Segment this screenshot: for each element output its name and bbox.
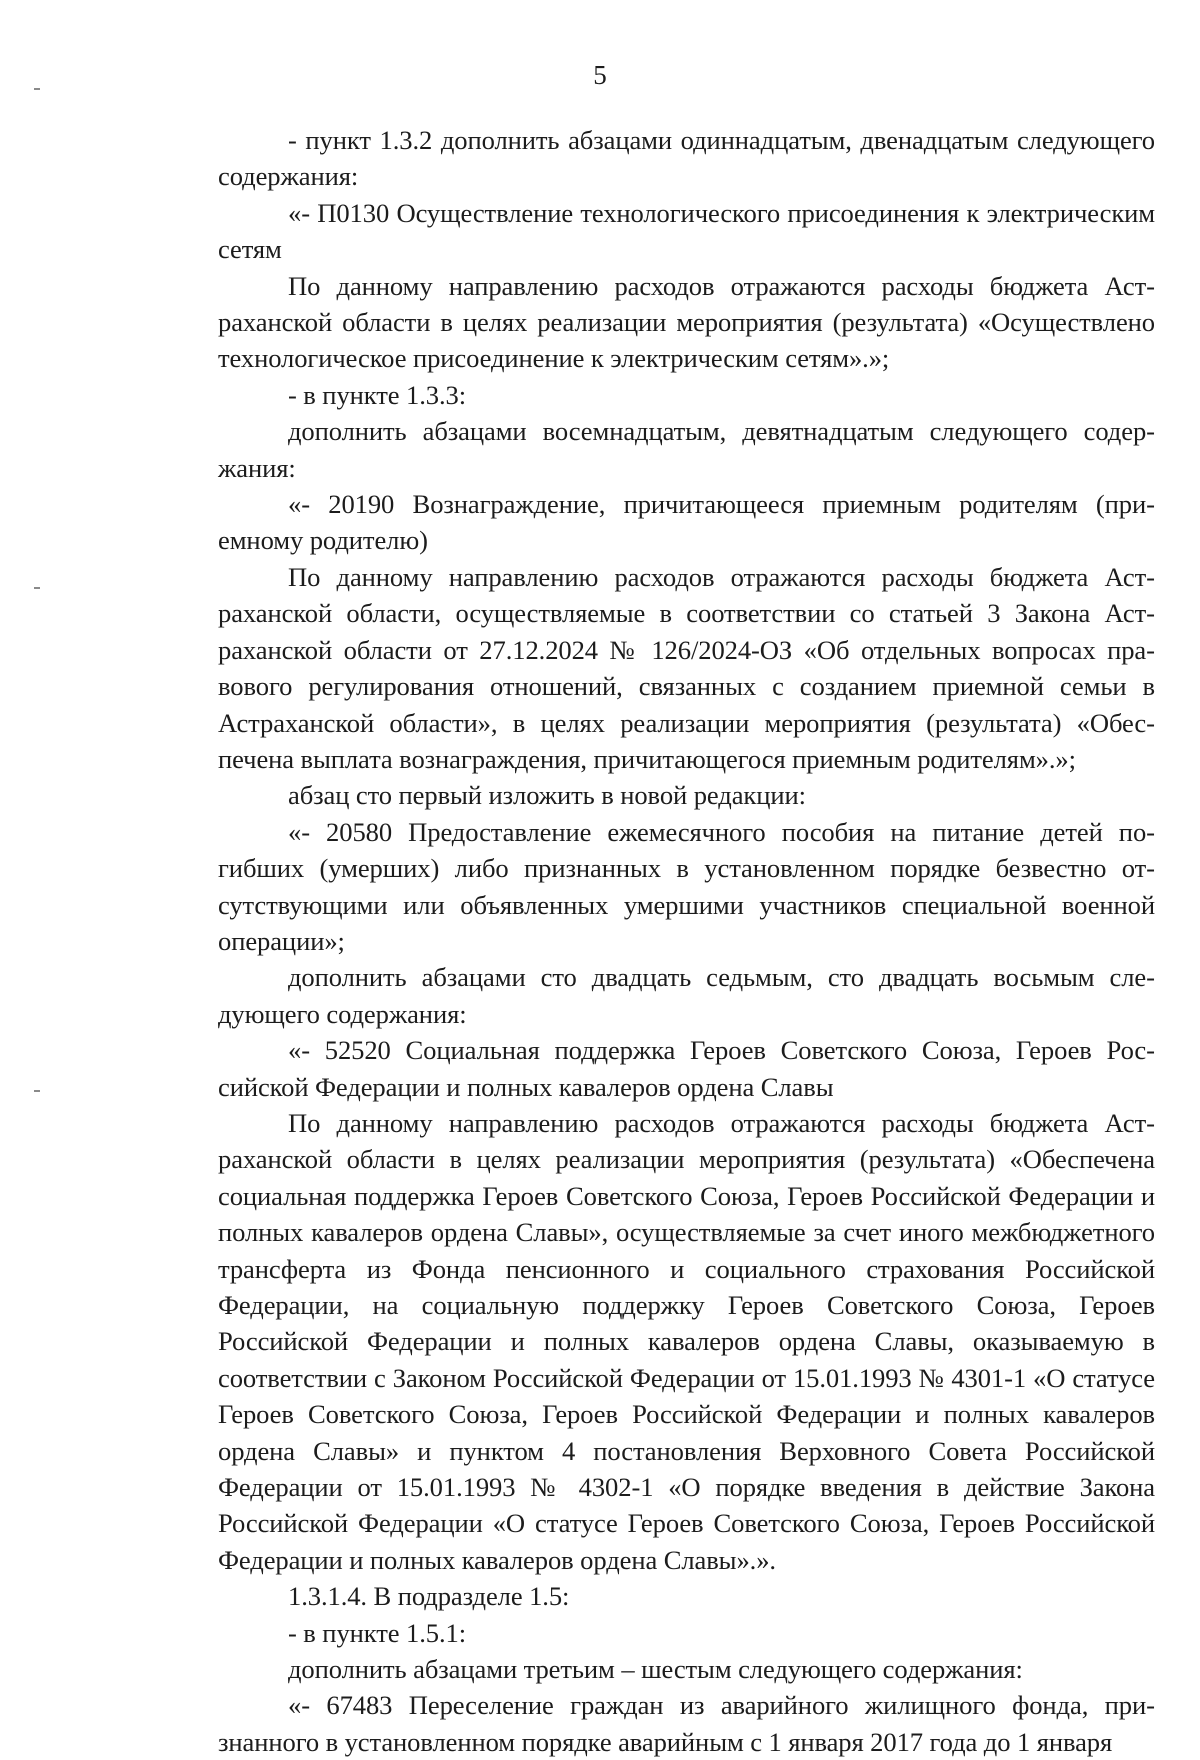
paragraph: - в пункте 1.5.1: (288, 1617, 466, 1648)
page-number: 5 (593, 60, 607, 90)
paragraph: По данному направлению расходов отражаются расходы бюджета Астраханской области, осуществляемые в соответствии со статьей 3 Закона Астраханской области от 27.12.2024 № 126/2024-ОЗ «Об отдельных вопросах правового регулирования отношений, связанных с созданием приемной семьи в Астраханской области», в целях реализации мероприятия (результата) «Обеспечена выплата вознаграждения, причитающегося приемным родителям».»; (218, 561, 1155, 774)
paragraph: - в пункте 1.3.3: (288, 379, 466, 410)
paragraph: «- 67483 Переселение граждан из аварийного жилищного фонда, признанного в установленном порядке аварийным с 1 января 2017 года до 1 января (218, 1690, 1155, 1757)
paragraph: «- П0130 Осуществление технологического присоединения к электрическим сетям (218, 197, 1155, 265)
paragraph: дополнить абзацами сто двадцать седьмым, сто двадцать восьмым следующего содержания: (218, 962, 1155, 1029)
paragraph: По данному направлению расходов отражаются расходы бюджета Астраханской области в целях реализации мероприятия (результата) «Обеспечена социальная поддержка Героев Советского Союза, Героев Российской Федерации и полных кавалеров ордена Славы», осуществляемые за счет иного межбюджетного трансферта из Фонда пенсионного и социального страхования Российской Федерации, на социальную поддержку Героев Советского Союза, Героев Российской Федерации и полных кавалеров ордена Славы, оказываемую в соответствии с Законом Российской Федерации от 15.01.1993 № 4301-1 «О статусе Героев Советского Союза, Героев Российской Федерации и полных кавалеров ордена Славы» и пунктом 4 постановления Верховного Совета Российской Федерации от 15.01.1993 № 4302-1 «О порядке введения в действие Закона Российской Федерации «О статусе Героев Советского Союза, Героев Российской Федерации и полных кавалеров ордена Славы».». (218, 1107, 1155, 1575)
paragraph: - пункт 1.3.2 дополнить абзацами одиннадцатым, двенадцатым следующего содержания: (218, 125, 1155, 192)
paragraph: По данному направлению расходов отражаются расходы бюджета Астраханской области в целях реализации мероприятия (результата) «Осуществлено технологическое присоединение к электрическим сетям».»; (218, 270, 1155, 374)
paragraph: «- 20190 Вознаграждение, причитающееся приемным родителям (приемному родителю) (218, 489, 1155, 556)
scan-artifact-mark (34, 1090, 40, 1092)
document-body (218, 122, 1155, 1760)
paragraph: абзац сто первый изложить в новой редакции: (288, 780, 806, 811)
paragraph: «- 20580 Предоставление ежемесячного пособия на питание детей погибших (умерших) либо признанных в установленном порядке безвестно отсутствующими или объявленных умершими участников специальной военной операции»; (218, 816, 1155, 956)
paragraph: дополнить абзацами восемнадцатым, девятнадцатым следующего содержания: (218, 416, 1155, 483)
paragraph: «- 52520 Социальная поддержка Героев Советского Союза, Героев Российской Федерации и полных кавалеров ордена Славы (218, 1035, 1155, 1102)
scan-artifact-mark (34, 587, 40, 589)
paragraph: дополнить абзацами третьим – шестым следующего содержания: (288, 1654, 1023, 1685)
paragraph: 1.3.1.4. В подразделе 1.5: (288, 1581, 570, 1612)
